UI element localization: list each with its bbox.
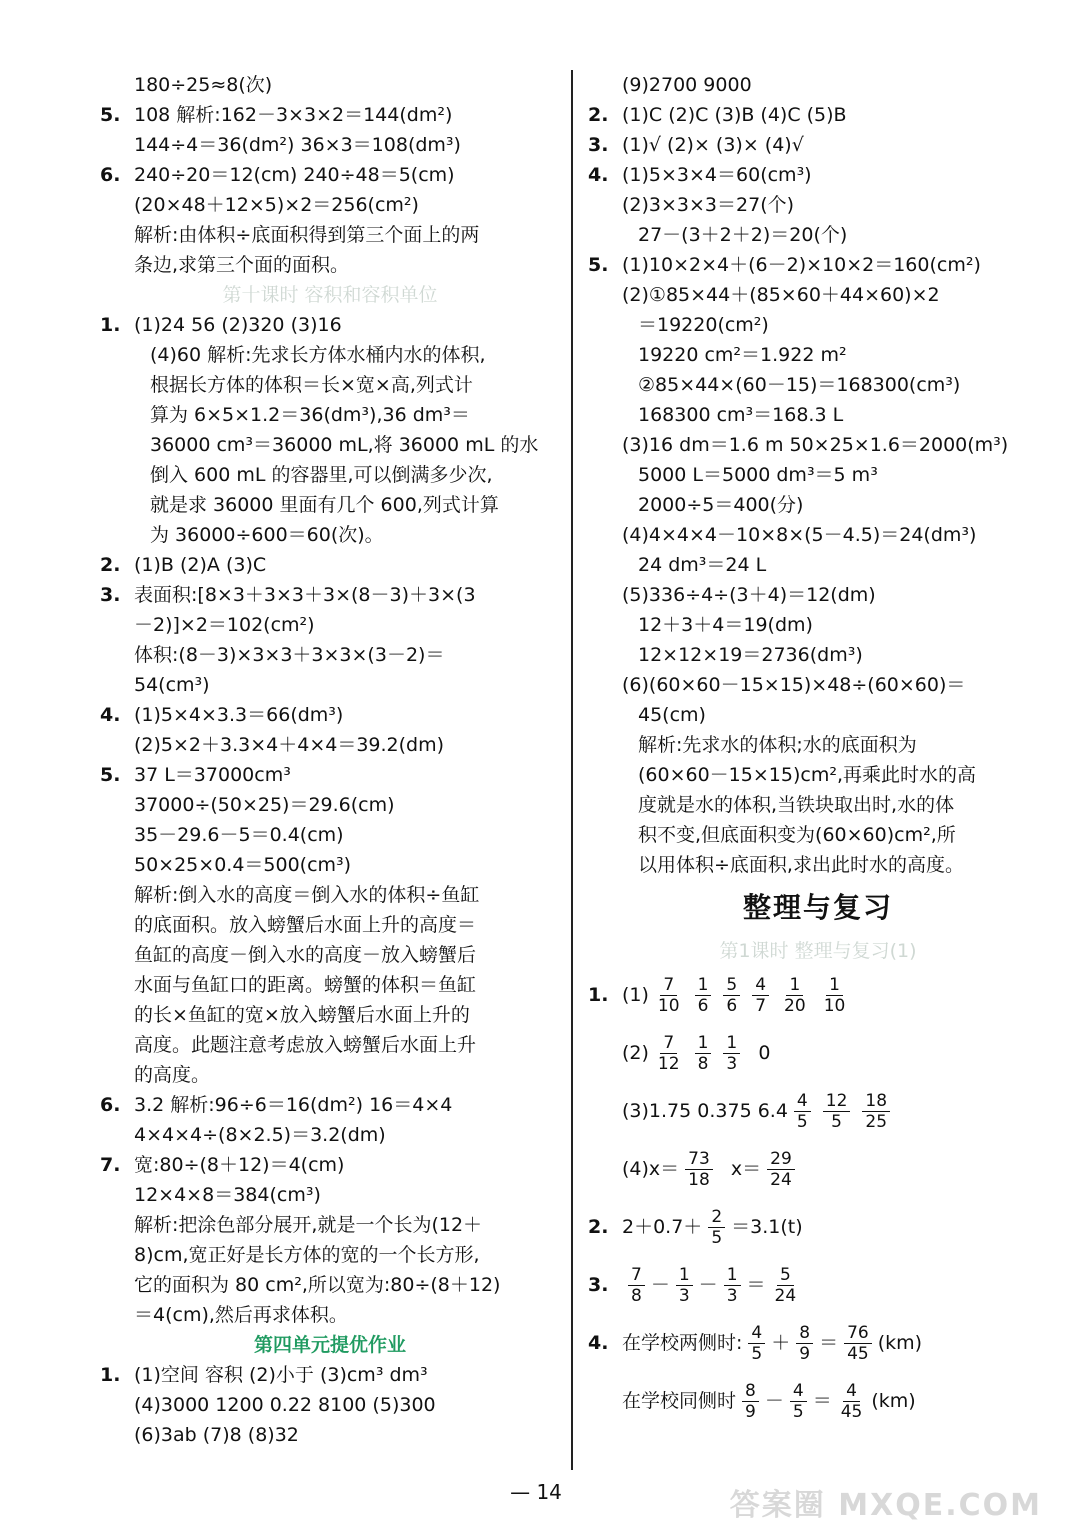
answer-text: 就是求 36000 里面有几个 600,列式计算 bbox=[150, 494, 499, 516]
answer-text: (5)336÷4÷(3＋4)＝12(dm) bbox=[622, 584, 876, 606]
answer-line bbox=[100, 940, 560, 970]
answer-text: 19220 cm²＝1.922 m² bbox=[638, 344, 847, 366]
answer-line bbox=[100, 790, 560, 820]
answer-line bbox=[100, 1240, 560, 1270]
answer-text: 的高度。 bbox=[134, 1064, 211, 1086]
answer-text: (60×60－15×15)cm²,再乘此时水的高 bbox=[638, 764, 976, 786]
answer-text: ＝4(cm),然后再求体积。 bbox=[134, 1304, 348, 1326]
answer-line bbox=[100, 640, 560, 670]
q4-both-sides: 4. 在学校两侧时: $\frac{4}{5}$ ＋ $\frac{8}{9}$ ＝ $\frac{76}{45}$ (km) bbox=[588, 1323, 923, 1364]
answer-line bbox=[100, 460, 560, 490]
answer-line bbox=[588, 340, 1048, 370]
answer-line bbox=[100, 670, 560, 700]
answer-text: 表面积:[8×3＋3×3＋3×(8－3)＋3×(3 bbox=[134, 584, 476, 606]
answer-line bbox=[588, 850, 1048, 880]
question-number: 1. bbox=[100, 314, 121, 336]
fraction: $\frac{8}{9}$ bbox=[796, 1323, 813, 1364]
q1-part4: (4)x＝ $\frac{73}{18}$ x＝ $\frac{29}{24}$ bbox=[588, 1140, 1048, 1198]
answer-text: 的底面积。放入螃蟹后水面上升的高度＝ bbox=[134, 914, 477, 936]
answer-line bbox=[100, 580, 560, 610]
answer-text: 240÷20＝12(cm) 240÷48＝5(cm) bbox=[134, 164, 455, 186]
answer-text: (1)5×4×3.3＝66(dm³) bbox=[134, 704, 344, 726]
answer-line bbox=[100, 610, 560, 640]
answer-text: (1)B (2)A (3)C bbox=[134, 554, 267, 576]
answer-line bbox=[100, 370, 560, 400]
lesson-heading: 第十课时 容积和容积单位 bbox=[222, 284, 438, 306]
answer-line bbox=[588, 70, 1048, 100]
answer-line bbox=[100, 250, 560, 280]
answer-text: (20×48＋12×5)×2＝256(cm²) bbox=[134, 194, 419, 216]
answer-line bbox=[100, 1420, 560, 1450]
fraction: $\frac{12}{5}$ bbox=[823, 1091, 851, 1132]
answer-line bbox=[100, 1060, 560, 1090]
answer-text: 12×12×19＝2736(dm³) bbox=[638, 644, 863, 666]
answer-text: 解析:由体积÷底面积得到第三个面上的两 bbox=[134, 224, 480, 246]
answer-text: (2)5×2＋3.3×4＋4×4＝39.2(dm) bbox=[134, 734, 445, 756]
fraction: $\frac{2}{5}$ bbox=[708, 1207, 725, 1248]
fraction: $\frac{7}{10}$ bbox=[657, 975, 680, 1016]
answer-line bbox=[100, 700, 560, 730]
question-number: 5. bbox=[588, 254, 609, 276]
fraction: $\frac{1}{3}$ bbox=[676, 1265, 693, 1306]
answer-line bbox=[100, 340, 560, 370]
answer-text: 条边,求第三个面的面积。 bbox=[134, 254, 350, 276]
fraction: $\frac{4}{7}$ bbox=[752, 975, 769, 1016]
answer-text: 鱼缸的高度－倒入水的高度－放入螃蟹后 bbox=[134, 944, 477, 966]
answer-text: 宽:80÷(8＋12)＝4(cm) bbox=[134, 1154, 345, 1176]
q1-part1: 1. (1) $\frac{7}{10}$ $\frac{1}{6}$ $\frac{5}{6}$ $\frac{4}{7}$ $\frac{1}{20}$ $\frac{1}{10}$ bbox=[588, 966, 1048, 1024]
answer-text: 水面与鱼缸口的距离。螃蟹的体积＝鱼缸 bbox=[134, 974, 477, 996]
answer-text: (2)3×3×3＝27(个) bbox=[622, 194, 795, 216]
answer-line bbox=[588, 640, 1048, 670]
fraction: $\frac{5}{6}$ bbox=[723, 975, 740, 1016]
answer-line bbox=[588, 820, 1048, 850]
answer-text: 8)cm,宽正好是长方体的宽的一个长方形, bbox=[134, 1244, 480, 1266]
answer-text: 27－(3＋2＋2)＝20(个) bbox=[638, 224, 848, 246]
watermark: 答案圈 MXQE.COM bbox=[729, 1488, 1042, 1523]
answer-line bbox=[100, 400, 560, 430]
answer-text: 为 36000÷600＝60(次)。 bbox=[150, 524, 384, 546]
answer-text: 倒入 600 mL 的容器里,可以倒满多少次, bbox=[150, 464, 493, 486]
answer-line bbox=[588, 490, 1048, 520]
answer-text: 144÷4＝36(dm²) 36×3＝108(dm³) bbox=[134, 134, 461, 156]
q1-part2: (2) $\frac{7}{12}$ $\frac{1}{8}$ $\frac{1}{3}$ 0 bbox=[622, 1033, 771, 1074]
answer-text: 解析:倒入水的高度＝倒入水的体积÷鱼缸 bbox=[134, 884, 480, 906]
answer-text: (1)空间 容积 (2)小于 (3)cm³ dm³ bbox=[134, 1364, 428, 1386]
question-number: 1. bbox=[100, 1364, 121, 1386]
answer-line bbox=[588, 430, 1048, 460]
answer-text: 积不变,但底面积变为(60×60)cm²,所 bbox=[638, 824, 956, 846]
answer-line bbox=[100, 430, 560, 460]
answer-line bbox=[588, 130, 1048, 160]
fraction: $\frac{29}{24}$ bbox=[767, 1149, 795, 1190]
q2: 2. 2＋0.7＋ $\frac{2}{5}$ ＝3.1(t) bbox=[588, 1207, 803, 1248]
answer-line bbox=[100, 160, 560, 190]
answer-text: (1)√ (2)× (3)× (4)√ bbox=[622, 134, 804, 156]
answer-line bbox=[100, 130, 560, 160]
q4-same-side: 在学校同侧时 $\frac{8}{9}$ － $\frac{4}{5}$ ＝ $\frac{4}{45}$ (km) bbox=[622, 1381, 916, 1422]
fraction: $\frac{4}{5}$ bbox=[790, 1381, 807, 1422]
answer-line bbox=[100, 850, 560, 880]
answer-line bbox=[100, 1030, 560, 1060]
question-number: 6. bbox=[100, 164, 121, 186]
right-column bbox=[588, 70, 1048, 1430]
answer-text: 37000÷(50×25)＝29.6(cm) bbox=[134, 794, 395, 816]
answer-line bbox=[100, 70, 560, 100]
answer-line bbox=[588, 790, 1048, 820]
fraction: $\frac{73}{18}$ bbox=[685, 1149, 713, 1190]
answer-text: 以用体积÷底面积,求出此时水的高度。 bbox=[638, 854, 964, 876]
answer-line bbox=[588, 460, 1048, 490]
answer-line bbox=[588, 160, 1048, 190]
answer-text: (6)(60×60－15×15)×48÷(60×60)＝ bbox=[622, 674, 966, 696]
question-number: 3. bbox=[588, 134, 609, 156]
answer-line bbox=[100, 1090, 560, 1120]
answer-line bbox=[588, 250, 1048, 280]
fraction: $\frac{1}{6}$ bbox=[695, 975, 712, 1016]
section-heading: 第四单元提优作业 bbox=[253, 1334, 406, 1356]
answer-text: 高度。此题注意考虑放入螃蟹后水面上升 bbox=[134, 1034, 477, 1056]
answer-line bbox=[100, 760, 560, 790]
answer-line bbox=[588, 220, 1048, 250]
answer-line bbox=[100, 100, 560, 130]
answer-line bbox=[100, 910, 560, 940]
answer-text: 12×4×8＝384(cm³) bbox=[134, 1184, 321, 1206]
answer-text: 45(cm) bbox=[638, 704, 706, 726]
answer-text: (1)C (2)C (3)B (4)C (5)B bbox=[622, 104, 847, 126]
review-title: 整理与复习 bbox=[742, 891, 893, 924]
fraction: $\frac{4}{45}$ bbox=[840, 1381, 863, 1422]
answer-text: 5000 L＝5000 dm³＝5 m³ bbox=[638, 464, 878, 486]
answer-line bbox=[100, 1360, 560, 1390]
answer-line bbox=[588, 400, 1048, 430]
answer-text: (1)24 56 (2)320 (3)16 bbox=[134, 314, 342, 336]
answer-text: (1)10×2×4＋(6－2)×10×2＝160(cm²) bbox=[622, 254, 981, 276]
fraction: $\frac{1}{8}$ bbox=[695, 1033, 712, 1074]
answer-text: (2)①85×44＋(85×60＋44×60)×2 bbox=[622, 284, 940, 306]
answer-line bbox=[100, 550, 560, 580]
answer-text: (4)4×4×4－10×8×(5－4.5)＝24(dm³) bbox=[622, 524, 977, 546]
page-number: — 14 bbox=[510, 1480, 562, 1504]
question-number: 4. bbox=[588, 164, 609, 186]
answer-line bbox=[588, 310, 1048, 340]
answer-text: 算为 6×5×1.2＝36(dm³),36 dm³＝ bbox=[150, 404, 470, 426]
fraction: $\frac{1}{10}$ bbox=[823, 975, 846, 1016]
answer-line bbox=[588, 760, 1048, 790]
answer-text: (6)3ab (7)8 (8)32 bbox=[134, 1424, 299, 1446]
answer-text: 2000÷5＝400(分) bbox=[638, 494, 804, 516]
answer-line bbox=[588, 190, 1048, 220]
q3: 3. $\frac{7}{8}$ － $\frac{1}{3}$ － $\frac{1}{3}$ ＝ $\frac{5}{24}$ bbox=[588, 1256, 1048, 1314]
answer-text: 3.2 解析:96÷6＝16(dm²) 16＝4×4 bbox=[134, 1094, 453, 1116]
answer-text: (4)60 解析:先求长方体水桶内水的体积, bbox=[150, 344, 486, 366]
question-number: 7. bbox=[100, 1154, 121, 1176]
question-number: 5. bbox=[100, 104, 121, 126]
answer-text: (1)5×3×4＝60(cm³) bbox=[622, 164, 812, 186]
answer-line bbox=[588, 730, 1048, 760]
left-column bbox=[100, 70, 560, 1450]
review-subtitle: 第1课时 整理与复习(1) bbox=[719, 940, 917, 962]
answer-text: 根据长方体的体积＝长×宽×高,列式计 bbox=[150, 374, 473, 396]
answer-text: ②85×44×(60－15)＝168300(cm³) bbox=[638, 374, 961, 396]
answer-line bbox=[100, 730, 560, 760]
answer-line bbox=[100, 1180, 560, 1210]
column-divider bbox=[571, 70, 573, 1470]
answer-text: 解析:把涂色部分展开,就是一个长为(12＋ bbox=[134, 1214, 483, 1236]
answer-line bbox=[100, 490, 560, 520]
answer-text: 24 dm³＝24 L bbox=[638, 554, 767, 576]
question-number: 4. bbox=[100, 704, 121, 726]
answer-text: 168300 cm³＝168.3 L bbox=[638, 404, 844, 426]
answer-text: (9)2700 9000 bbox=[622, 74, 752, 96]
answer-line bbox=[588, 370, 1048, 400]
answer-text: 37 L＝37000cm³ bbox=[134, 764, 291, 786]
question-number: 5. bbox=[100, 764, 121, 786]
answer-line bbox=[100, 1000, 560, 1030]
answer-text: 36000 cm³＝36000 mL,将 36000 mL 的水 bbox=[150, 434, 539, 456]
question-number: 6. bbox=[100, 1094, 121, 1116]
fraction: $\frac{4}{5}$ bbox=[748, 1323, 765, 1364]
answer-line bbox=[100, 1300, 560, 1330]
answer-text: 的长×鱼缸的宽×放入螃蟹后水面上升的 bbox=[134, 1004, 470, 1026]
right-lines bbox=[588, 70, 1048, 880]
answer-line bbox=[588, 700, 1048, 730]
answer-line bbox=[588, 670, 1048, 700]
answer-line bbox=[100, 190, 560, 220]
answer-text: 解析:先求水的体积;水的底面积为 bbox=[638, 734, 917, 756]
answer-text: 体积:(8－3)×3×3＋3×3×(3－2)＝ bbox=[134, 644, 445, 666]
answer-line bbox=[100, 820, 560, 850]
answer-text: 50×25×0.4＝500(cm³) bbox=[134, 854, 352, 876]
answer-line bbox=[100, 1390, 560, 1420]
fraction: $\frac{76}{45}$ bbox=[844, 1323, 872, 1364]
answer-line bbox=[100, 310, 560, 340]
answer-line bbox=[100, 220, 560, 250]
answer-text: 180÷25≈8(次) bbox=[134, 74, 273, 96]
answer-line bbox=[588, 100, 1048, 130]
answer-text: 4×4×4÷(8×2.5)＝3.2(dm) bbox=[134, 1124, 386, 1146]
question-number: 2. bbox=[100, 554, 121, 576]
question-number: 3. bbox=[100, 584, 121, 606]
fraction: $\frac{1}{3}$ bbox=[724, 1265, 741, 1306]
answer-line bbox=[100, 520, 560, 550]
q1-part3: (3)1.75 0.375 6.4 $\frac{4}{5}$ $\frac{12}{5}$ $\frac{18}{25}$ bbox=[588, 1082, 1048, 1140]
answer-text: ＝19220(cm²) bbox=[638, 314, 769, 336]
answer-text: (4)3000 1200 0.22 8100 (5)300 bbox=[134, 1394, 436, 1416]
answer-text: 度就是水的体积,当铁块取出时,水的体 bbox=[638, 794, 955, 816]
answer-line bbox=[100, 970, 560, 1000]
answer-line bbox=[588, 580, 1048, 610]
answer-line bbox=[100, 880, 560, 910]
fraction: $\frac{4}{5}$ bbox=[794, 1091, 811, 1132]
answer-text: 35－29.6－5＝0.4(cm) bbox=[134, 824, 344, 846]
answer-line bbox=[588, 280, 1048, 310]
answer-line bbox=[100, 1120, 560, 1150]
answer-line bbox=[588, 550, 1048, 580]
answer-text: －2)]×2＝102(cm²) bbox=[134, 614, 315, 636]
fraction: $\frac{8}{9}$ bbox=[742, 1381, 759, 1422]
question-number: 2. bbox=[588, 104, 609, 126]
answer-text: 它的面积为 80 cm²,所以宽为:80÷(8＋12) bbox=[134, 1274, 501, 1296]
answer-line bbox=[100, 1150, 560, 1180]
q1-part3-fractions bbox=[788, 1091, 896, 1132]
fraction: $\frac{7}{8}$ bbox=[628, 1265, 645, 1306]
fraction: $\frac{7}{12}$ bbox=[657, 1033, 680, 1074]
answer-text: 12＋3＋4＝19(dm) bbox=[638, 614, 813, 636]
answer-text: (3)16 dm＝1.6 m 50×25×1.6＝2000(m³) bbox=[622, 434, 1009, 456]
fraction: $\frac{5}{24}$ bbox=[774, 1265, 797, 1306]
answer-line bbox=[588, 610, 1048, 640]
answer-text: 108 解析:162－3×3×2＝144(dm²) bbox=[134, 104, 453, 126]
fraction: $\frac{1}{3}$ bbox=[723, 1033, 740, 1074]
fraction: $\frac{18}{25}$ bbox=[862, 1091, 890, 1132]
answer-text: 54(cm³) bbox=[134, 674, 210, 696]
answer-line bbox=[100, 1210, 560, 1240]
answer-line bbox=[588, 520, 1048, 550]
fraction: $\frac{1}{20}$ bbox=[784, 975, 806, 1016]
answer-line bbox=[100, 1270, 560, 1300]
